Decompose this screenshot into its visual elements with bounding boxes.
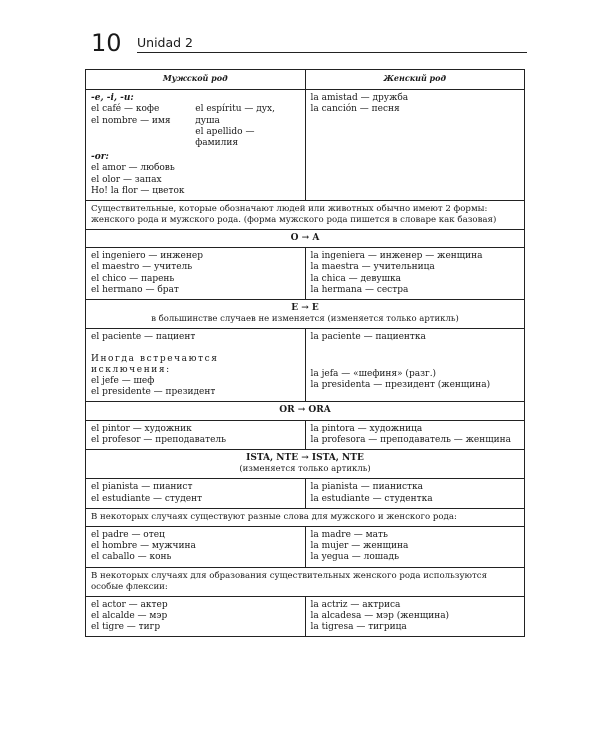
- feminine-intro-cell: [305, 90, 525, 201]
- or-label: -or:: [91, 152, 109, 163]
- list-item: la tigresa — тигрица: [310, 621, 407, 632]
- list-item: la jefa — «шефиня» (разг.): [310, 368, 437, 379]
- masculine-intro-cell: [86, 90, 306, 201]
- note-row-1: [86, 201, 525, 230]
- list-item: la paciente — пациентка: [310, 332, 426, 343]
- list-item: la pintora — художница: [310, 423, 423, 434]
- section-oa-title-row: [86, 230, 525, 248]
- feminine-cell: [305, 526, 525, 567]
- list-item: el pintor — художник: [91, 423, 192, 434]
- section-diff-row: [86, 526, 525, 567]
- section-ee-row: [86, 329, 525, 402]
- section-title: E → E: [291, 303, 319, 314]
- masculine-header: Мужской род: [86, 70, 306, 90]
- list-item: la mujer — женщина: [310, 541, 409, 552]
- feminine-cell: [305, 420, 525, 449]
- list-item: el nombre — имя: [91, 115, 171, 126]
- masculine-cell: [86, 420, 306, 449]
- list-item: la estudiante — студентка: [310, 493, 433, 504]
- list-item: la alcadesa — мэр (женщина): [310, 610, 450, 621]
- note-1: Существительные, которые обозначают людей или животных обычно имеют 2 формы: женского рода и мужского рода. (форма мужского рода пишется в словаре как базовая): [86, 201, 525, 230]
- masculine-cell: [86, 479, 306, 508]
- section-flex-row: [86, 596, 525, 637]
- list-item: la presidenta — президент (женщина): [310, 379, 491, 390]
- list-item: la chica — девушка: [310, 273, 402, 284]
- page-header: [91, 30, 527, 56]
- list-item: la ingeniera — инженер — женщина: [310, 251, 483, 262]
- list-item: la hermana — сестра: [310, 284, 409, 295]
- list-item: el hombre — мужчина: [91, 541, 196, 552]
- note-2: В некоторых случаях существуют разные слова для мужского и женского рода:: [86, 508, 525, 526]
- list-item: el presidente — президент: [91, 387, 216, 398]
- list-item: la madre — мать: [310, 529, 388, 540]
- unit-title: Unidad 2: [137, 35, 193, 50]
- grammar-table: [85, 69, 525, 637]
- feminine-cell: [305, 329, 525, 402]
- list-item: Ho! la flor — цветок: [91, 185, 185, 196]
- list-item: la canción — песня: [310, 104, 400, 115]
- section-subtitle: (изменяется только артикль): [239, 464, 371, 475]
- section-ee-title-row: [86, 300, 525, 329]
- section-or-row: [86, 420, 525, 449]
- list-item: el pianista — пианист: [91, 482, 193, 493]
- intro-row: [86, 90, 525, 201]
- list-item: la profesora — преподаватель — женщина: [310, 434, 511, 445]
- section-title: O → A: [290, 233, 320, 244]
- masculine-cell: [86, 329, 306, 402]
- list-item: el chico — парень: [91, 273, 175, 284]
- section-title: OR → ORA: [279, 405, 331, 416]
- list-item: el paciente — пациент: [91, 332, 196, 343]
- list-item: el ingeniero — инженер: [91, 251, 203, 262]
- list-item: el caballo — конь: [91, 552, 172, 563]
- feminine-cell: [305, 248, 525, 300]
- feminine-cell: [305, 479, 525, 508]
- list-item: la actriz — актриса: [310, 599, 401, 610]
- list-item: el actor — актер: [91, 599, 168, 610]
- note-row-3: [86, 567, 525, 596]
- list-item: el amor — любовь: [91, 163, 175, 174]
- feminine-header: Женский род: [305, 70, 525, 90]
- table-header-row: [86, 70, 525, 90]
- list-item: el hermano — брат: [91, 284, 179, 295]
- list-item: el espíritu — дух, душа: [195, 104, 275, 126]
- note-3: В некоторых случаях для образования существительных женского рода используются особые флексии:: [86, 567, 525, 596]
- feminine-cell: [305, 596, 525, 637]
- section-ista-title-row: [86, 450, 525, 479]
- list-item: el estudiante — студент: [91, 493, 203, 504]
- list-item: el alcalde — мэр: [91, 610, 168, 621]
- list-item: el maestro — учитель: [91, 262, 193, 273]
- list-item: la yegua — лошадь: [310, 552, 399, 563]
- list-item: el café — кофе: [91, 104, 160, 115]
- masculine-cell: [86, 526, 306, 567]
- page-number: 10: [91, 29, 122, 57]
- list-item: la maestra — учительница: [310, 262, 435, 273]
- masculine-cell: [86, 248, 306, 300]
- list-item: el profesor — преподаватель: [91, 434, 227, 445]
- section-or-title-row: [86, 402, 525, 420]
- list-item: el tigre — тигр: [91, 621, 161, 632]
- endings-col-1: [91, 104, 195, 149]
- list-item: el padre — отец: [91, 529, 165, 540]
- exceptions-label: Иногда встречаются исключения:: [91, 353, 219, 375]
- section-subtitle: в большинстве случаев не изменяется (изменяется только артикль): [151, 314, 459, 325]
- list-item: el olor — запах: [91, 174, 162, 185]
- section-oa-row: [86, 248, 525, 300]
- endings-col-2: [195, 104, 299, 149]
- list-item: la amistad — дружба: [310, 93, 409, 104]
- header-rule: [137, 52, 527, 53]
- list-item: el apellido — фамилия: [195, 126, 255, 149]
- masculine-cell: [86, 596, 306, 637]
- list-item: el jefe — шеф: [91, 376, 155, 387]
- list-item: la pianista — пианистка: [310, 482, 423, 493]
- endings-label: -e, -i, -u:: [91, 93, 134, 104]
- endings-examples: [91, 104, 300, 149]
- section-ista-row: [86, 479, 525, 508]
- note-row-2: [86, 508, 525, 526]
- section-title: ISTA, NTE → ISTA, NTE: [246, 453, 364, 464]
